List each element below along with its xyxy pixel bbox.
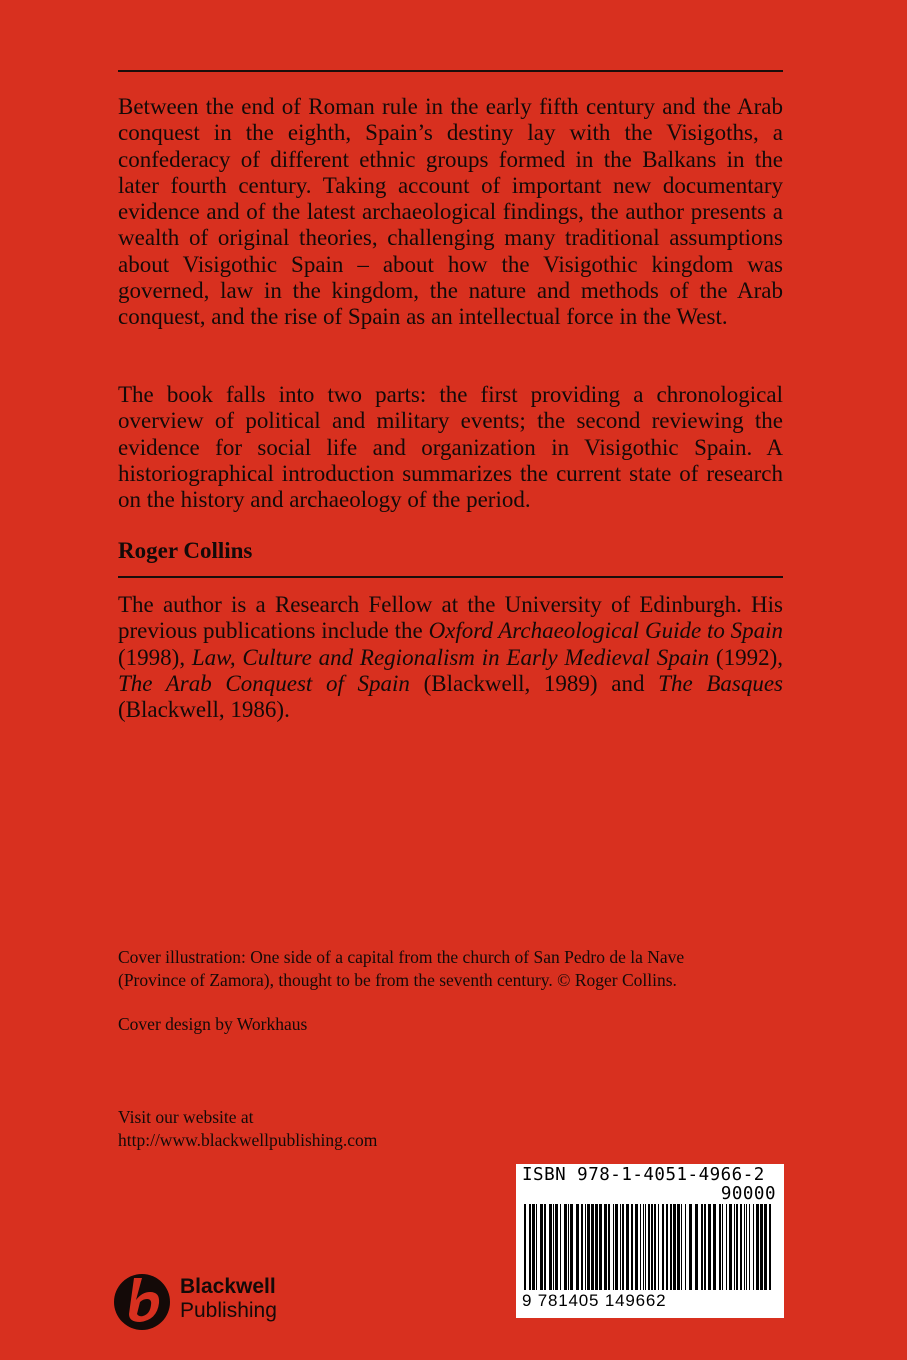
barcode-bar [544, 1204, 546, 1290]
publication-title-4: The Basques [658, 670, 783, 696]
barcode-bar [529, 1204, 531, 1290]
publication-title-1: Oxford Archaeological Guide to Spain [428, 618, 784, 644]
barcode-bar [560, 1204, 561, 1290]
barcode-bar [713, 1204, 716, 1290]
barcode-bar [695, 1204, 698, 1290]
cover-design-credit: Cover design by Workhaus [118, 1014, 308, 1034]
publication-note-1: (1998), [118, 644, 192, 670]
barcode-bar [581, 1204, 583, 1290]
barcode-bar [549, 1204, 552, 1290]
barcode-bar [608, 1204, 610, 1290]
barcode-bar [536, 1204, 537, 1290]
barcode-bar [631, 1204, 633, 1290]
barcode-bar [749, 1204, 750, 1290]
barcode-bar [635, 1204, 638, 1290]
barcode-bar [658, 1204, 659, 1290]
author-rule [118, 576, 783, 578]
cover-illustration-line-2: (Province of Zamora), thought to be from the seventh century. © Roger Collins. [118, 970, 677, 990]
barcode-bar [524, 1204, 526, 1290]
publication-note-2: (1992), [709, 644, 783, 670]
barcode-bar [591, 1204, 594, 1290]
publisher-line-2: Publishing [180, 1299, 277, 1322]
barcode-bar [553, 1204, 554, 1290]
cover-illustration-line-1: Cover illustration: One side of a capital from the church of San Pedro de la Nave [118, 947, 685, 967]
barcode-bar [677, 1204, 680, 1290]
publisher-line-1: Blackwell [180, 1275, 276, 1298]
barcode-bar [701, 1204, 703, 1290]
barcode-bar [622, 1204, 624, 1290]
barcode-bar [620, 1204, 621, 1290]
description-paragraph-1: Between the end of Roman rule in the early fifth century and the Arab conquest in the eighth, Spain’s destiny lay with the Visigoths, a confederacy of different ethnic groups formed in the Balkans in the later fourth century. Taking account of important new documentary evidence and of the latest archaeological findings, the author presents a wealth of original theories, challenging many traditional assumptions about Visigothic Spain – about how the Visigothic kingdom was governed, law in the kingdom, the nature and methods of the Arab conquest, and the rise of Spain as an intellectual force in the West. [118, 94, 783, 330]
barcode-bar [736, 1204, 738, 1290]
blackwell-logo-icon [112, 1272, 178, 1330]
barcode-bar [764, 1204, 767, 1290]
barcode-bar [599, 1204, 602, 1290]
barcode-bar [645, 1204, 646, 1290]
barcode-bar [746, 1204, 747, 1290]
barcode-bar [708, 1204, 711, 1290]
barcode-bar [729, 1204, 732, 1290]
barcode-bar [555, 1204, 558, 1290]
isbn-barcode [516, 1164, 784, 1318]
barcode-bar [689, 1204, 692, 1290]
ean-digits: 9 781405 149662 [522, 1291, 667, 1310]
barcode-bar [726, 1204, 727, 1290]
website-url[interactable]: http://www.blackwellpublishing.com [118, 1130, 378, 1150]
bio-intro: The author is a Research Fellow at the University of Edinburgh. His previous publications include the [118, 592, 783, 644]
isbn-label: ISBN 978-1-4051-4966-2 [522, 1165, 765, 1185]
barcode-bar [756, 1204, 759, 1290]
author-name: Roger Collins [118, 538, 253, 563]
barcode-bar [643, 1204, 644, 1290]
publication-title-2: Law, Culture and Regionalism in Early Medieval Spain [191, 644, 710, 670]
barcode-bar [685, 1204, 686, 1290]
barcode-bar [662, 1204, 664, 1290]
cover-illustration-credit [118, 946, 818, 992]
barcode-bar [769, 1204, 771, 1290]
barcode-bar [626, 1204, 629, 1290]
barcode-bar [760, 1204, 763, 1290]
barcode-bar [564, 1204, 567, 1290]
barcode-bar [753, 1204, 754, 1290]
website-visit-label: Visit our website at [118, 1107, 254, 1127]
barcode-bar [595, 1204, 598, 1290]
description-paragraph-2: The book falls into two parts: the first providing a chronological overview of political and military events; the second reviewing the evidence for social life and organization in Visigothic Spain. A historiographical introduction summarizes the current state of research on the history and archaeology of the period. [118, 382, 783, 513]
barcode-bar [604, 1204, 607, 1290]
barcode-bar [734, 1204, 735, 1290]
publisher-name [180, 1275, 277, 1323]
barcode-bar [673, 1204, 676, 1290]
barcode-bar [654, 1204, 656, 1290]
author-bio [118, 592, 783, 723]
barcode-bar [613, 1204, 614, 1290]
barcode-bar [570, 1204, 573, 1290]
barcode-bar [615, 1204, 618, 1290]
barcode-bar [587, 1204, 590, 1290]
barcode-bar [744, 1204, 745, 1290]
barcode-bar [740, 1204, 742, 1290]
publication-title-3: The Arab Conquest of Spain [118, 670, 410, 696]
barcode-bar [719, 1204, 721, 1290]
barcode-bar [722, 1204, 723, 1290]
top-rule [118, 70, 783, 72]
barcode-bar [670, 1204, 672, 1290]
barcode-bar [585, 1204, 586, 1290]
barcode-bar [540, 1204, 543, 1290]
barcode-bar [532, 1204, 535, 1290]
barcode-bar [704, 1204, 706, 1290]
barcode-bar [681, 1204, 682, 1290]
barcode-bar [640, 1204, 641, 1290]
price-code: 90000 [720, 1184, 776, 1204]
barcode-bar [568, 1204, 569, 1290]
publication-note-3: (Blackwell, 1989) and [409, 670, 659, 696]
barcode-bar [648, 1204, 650, 1290]
barcode-bar [576, 1204, 579, 1290]
barcode-bar [666, 1204, 668, 1290]
barcode-bar [651, 1204, 653, 1290]
publication-note-4: (Blackwell, 1986). [118, 697, 290, 723]
